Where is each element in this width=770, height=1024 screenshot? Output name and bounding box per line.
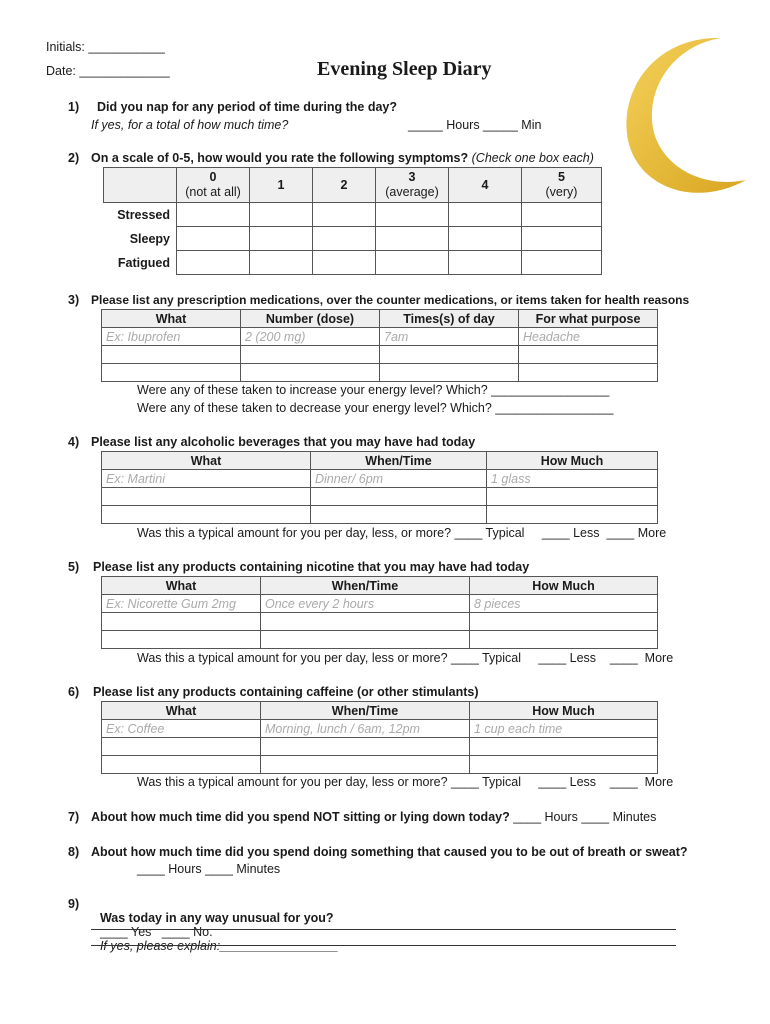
entry-cell[interactable] bbox=[241, 364, 380, 382]
entry-cell[interactable] bbox=[519, 364, 658, 382]
q8-answer-field[interactable]: ____ Hours ____ Minutes bbox=[137, 862, 281, 876]
q9-explain-field[interactable]: If yes, please explain:_________________ bbox=[99, 939, 339, 953]
checkbox-cell[interactable] bbox=[250, 227, 313, 251]
checkbox-cell[interactable] bbox=[522, 227, 602, 251]
q7-number: 7) bbox=[68, 810, 80, 824]
checkbox-cell[interactable] bbox=[313, 203, 376, 227]
col-header-what: What bbox=[102, 702, 261, 720]
q3-increase-energy[interactable]: Were any of these taken to increase your energy level? Which? _________________ bbox=[137, 383, 610, 397]
page-title: Evening Sleep Diary bbox=[317, 58, 492, 80]
entry-cell[interactable] bbox=[487, 488, 658, 506]
example-cell: 1 cup each time bbox=[470, 720, 658, 738]
symptom-row-sleepy: Sleepy bbox=[129, 231, 170, 246]
col-header-what: What bbox=[102, 577, 261, 595]
q6-number: 6) bbox=[68, 685, 80, 699]
entry-cell[interactable] bbox=[102, 346, 241, 364]
example-cell: Ex: Ibuprofen bbox=[102, 328, 241, 346]
example-cell: Ex: Nicorette Gum 2mg bbox=[102, 595, 261, 613]
symptom-row-stressed: Stressed bbox=[117, 207, 170, 222]
col-header-how-much: How Much bbox=[470, 577, 658, 595]
entry-cell[interactable] bbox=[102, 506, 311, 524]
checkbox-cell[interactable] bbox=[449, 227, 522, 251]
checkbox-cell[interactable] bbox=[376, 227, 449, 251]
checkbox-cell[interactable] bbox=[177, 251, 250, 275]
col-header-when: When/Time bbox=[261, 702, 470, 720]
entry-cell[interactable] bbox=[261, 738, 470, 756]
q7-answer-field[interactable]: ____ Hours ____ Minutes bbox=[513, 810, 657, 824]
col-header-what: What bbox=[102, 310, 241, 328]
checkbox-cell[interactable] bbox=[522, 251, 602, 275]
checkbox-cell[interactable] bbox=[313, 251, 376, 275]
q3-number: 3) bbox=[68, 293, 80, 307]
q4-typical-amount[interactable]: Was this a typical amount for you per day, less, or more? ____ Typical ____ Less ____ More bbox=[137, 526, 667, 540]
example-cell: Once every 2 hours bbox=[261, 595, 470, 613]
q9-explain-line-1[interactable] bbox=[91, 929, 676, 930]
crescent-moon-icon bbox=[616, 30, 761, 205]
col-header-how-much: How Much bbox=[470, 702, 658, 720]
date-field[interactable]: Date: _____________ bbox=[46, 64, 170, 78]
q9-number: 9) bbox=[68, 897, 80, 911]
q3-decrease-energy[interactable]: Were any of these taken to decrease your energy level? Which? _________________ bbox=[137, 401, 614, 415]
scale-header-2: 2 bbox=[313, 168, 376, 203]
checkbox-cell[interactable] bbox=[449, 251, 522, 275]
checkbox-cell[interactable] bbox=[522, 203, 602, 227]
entry-cell[interactable] bbox=[261, 613, 470, 631]
q2-number: 2) bbox=[68, 151, 80, 165]
q1-answer-field[interactable]: _____ Hours _____ Min bbox=[408, 118, 542, 132]
example-cell: Ex: Coffee bbox=[102, 720, 261, 738]
scale-header-3: 3 (average) bbox=[376, 168, 449, 203]
col-header-dose: Number (dose) bbox=[241, 310, 380, 328]
q5-typical-amount[interactable]: Was this a typical amount for you per day, less or more? ____ Typical ____ Less ____ More bbox=[137, 651, 674, 665]
q2-note: (Check one box each) bbox=[471, 151, 594, 165]
symptom-corner bbox=[104, 168, 177, 203]
checkbox-cell[interactable] bbox=[449, 203, 522, 227]
q8-question: About how much time did you spend doing something that caused you to be out of breath or sweat? bbox=[91, 845, 688, 859]
checkbox-cell[interactable] bbox=[313, 227, 376, 251]
entry-cell[interactable] bbox=[470, 756, 658, 774]
symptom-table bbox=[103, 167, 602, 275]
example-cell: 2 (200 mg) bbox=[241, 328, 380, 346]
entry-cell[interactable] bbox=[380, 346, 519, 364]
example-cell: Dinner/ 6pm bbox=[311, 470, 487, 488]
q1-subquestion: If yes, for a total of how much time? bbox=[91, 118, 289, 132]
entry-cell[interactable] bbox=[102, 738, 261, 756]
q5-number: 5) bbox=[68, 560, 80, 574]
col-header-time: Times(s) of day bbox=[380, 310, 519, 328]
scale-header-0: 0 (not at all) bbox=[177, 168, 250, 203]
nicotine-table bbox=[101, 576, 658, 649]
checkbox-cell[interactable] bbox=[177, 203, 250, 227]
scale-header-5: 5 (very) bbox=[522, 168, 602, 203]
medication-table bbox=[101, 309, 658, 382]
scale-header-1: 1 bbox=[250, 168, 313, 203]
col-header-when: When/Time bbox=[261, 577, 470, 595]
example-cell: Morning, lunch / 6am, 12pm bbox=[261, 720, 470, 738]
initials-field[interactable]: Initials: ___________ bbox=[46, 40, 165, 54]
checkbox-cell[interactable] bbox=[250, 203, 313, 227]
q3-question: Please list any prescription medications, over the counter medications, or items taken for health reasons bbox=[91, 293, 690, 307]
checkbox-cell[interactable] bbox=[250, 251, 313, 275]
q8-number: 8) bbox=[68, 845, 80, 859]
entry-cell[interactable] bbox=[470, 631, 658, 649]
q6-question: Please list any products containing caffeine (or other stimulants) bbox=[93, 685, 479, 699]
q9-yes-no-field[interactable]: ____ Yes ____ No. bbox=[99, 925, 213, 939]
col-header-purpose: For what purpose bbox=[519, 310, 658, 328]
q9-explain-line-2[interactable] bbox=[91, 945, 676, 946]
example-cell: Ex: Martini bbox=[102, 470, 311, 488]
entry-cell[interactable] bbox=[311, 506, 487, 524]
checkbox-cell[interactable] bbox=[376, 203, 449, 227]
entry-cell[interactable] bbox=[470, 613, 658, 631]
entry-cell[interactable] bbox=[519, 346, 658, 364]
q9-question: Was today in any way unusual for you? bbox=[99, 911, 334, 925]
col-header-what: What bbox=[102, 452, 311, 470]
checkbox-cell[interactable] bbox=[177, 227, 250, 251]
example-cell: 7am bbox=[380, 328, 519, 346]
q1-question: Did you nap for any period of time during the day? bbox=[97, 100, 398, 114]
q2-question: On a scale of 0-5, how would you rate the following symptoms? bbox=[91, 151, 469, 165]
example-cell: 8 pieces bbox=[470, 595, 658, 613]
caffeine-table bbox=[101, 701, 658, 774]
entry-cell[interactable] bbox=[241, 346, 380, 364]
entry-cell[interactable] bbox=[261, 631, 470, 649]
q5-question: Please list any products containing nicotine that you may have had today bbox=[93, 560, 530, 574]
example-cell: 1 glass bbox=[487, 470, 658, 488]
q4-number: 4) bbox=[68, 435, 80, 449]
col-header-when: When/Time bbox=[311, 452, 487, 470]
entry-cell[interactable] bbox=[102, 631, 261, 649]
q4-question: Please list any alcoholic beverages that you may have had today bbox=[91, 435, 476, 449]
entry-cell[interactable] bbox=[487, 506, 658, 524]
alcohol-table bbox=[101, 451, 658, 524]
entry-cell[interactable] bbox=[261, 756, 470, 774]
entry-cell[interactable] bbox=[380, 364, 519, 382]
entry-cell[interactable] bbox=[102, 488, 311, 506]
entry-cell[interactable] bbox=[102, 756, 261, 774]
entry-cell[interactable] bbox=[102, 364, 241, 382]
checkbox-cell[interactable] bbox=[376, 251, 449, 275]
entry-cell[interactable] bbox=[470, 738, 658, 756]
q1-number: 1) bbox=[68, 100, 80, 114]
symptom-row-fatigued: Fatigued bbox=[117, 255, 170, 270]
entry-cell[interactable] bbox=[102, 613, 261, 631]
entry-cell[interactable] bbox=[311, 488, 487, 506]
example-cell: Headache bbox=[519, 328, 658, 346]
scale-header-4: 4 bbox=[449, 168, 522, 203]
q7-question: About how much time did you spend NOT sitting or lying down today? bbox=[91, 810, 510, 824]
col-header-how-much: How Much bbox=[487, 452, 658, 470]
q6-typical-amount[interactable]: Was this a typical amount for you per day, less or more? ____ Typical ____ Less ____ More bbox=[137, 775, 674, 789]
